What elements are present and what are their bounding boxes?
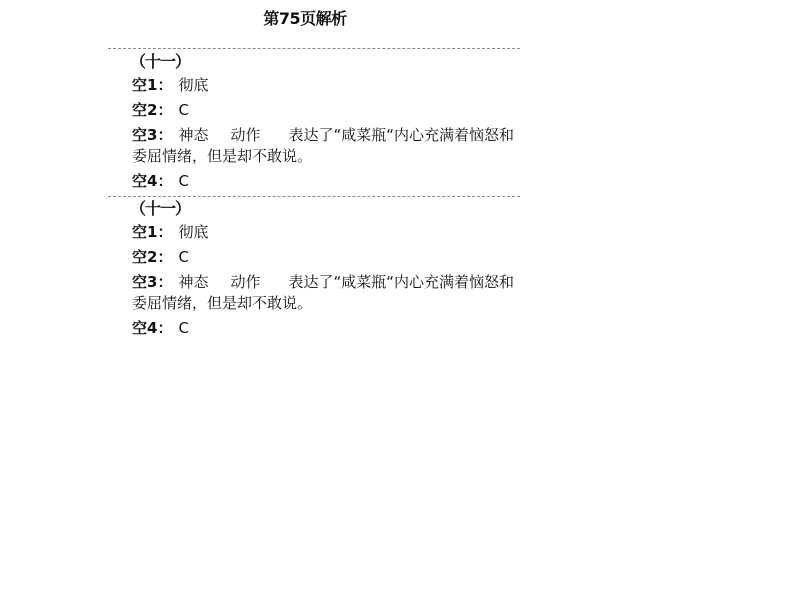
blank-answer-part: 神态 [178,126,209,144]
blank-answer: C [178,319,189,337]
blank-answer-part: 表达了“咸菜瓶“内心充满着恼怒和委屈情绪，但是却不敢说。 [132,126,515,165]
blank-row-4 [132,318,522,339]
blank-label: 空1： [132,76,173,94]
blank-label: 空2： [132,101,173,119]
blank-answer-part: 表达了“咸菜瓶“内心充满着恼怒和委屈情绪，但是却不敢说。 [132,273,515,312]
section-heading: （十一） [130,199,191,218]
blank-label: 空4： [132,319,173,337]
blank-row-3 [132,272,522,314]
page-title: 第75页解析 [263,9,347,28]
blank-answer: C [178,172,189,190]
blank-row-1 [132,75,522,96]
blank-answer: C [178,248,189,266]
blank-answer-part: 神态 [178,273,209,291]
blank-row-2 [132,247,522,268]
blank-answer-part: 动作 [230,273,261,291]
blank-label: 空1： [132,223,173,241]
blank-answer-part: 动作 [230,126,261,144]
blank-label: 空4： [132,172,173,190]
section-heading: （十一） [130,52,191,71]
blank-row-1 [132,222,522,243]
blank-answer: 彻底 [178,76,209,94]
blank-row-4 [132,171,522,192]
answer-section [132,50,522,192]
blank-row-3 [132,125,522,167]
dashed-divider [108,48,520,49]
blank-answer: 彻底 [178,223,209,241]
blank-label: 空2： [132,248,173,266]
blank-label: 空3： [132,126,173,144]
blank-answer: C [178,101,189,119]
blank-row-2 [132,100,522,121]
answer-section [132,197,522,339]
blank-label: 空3： [132,273,173,291]
